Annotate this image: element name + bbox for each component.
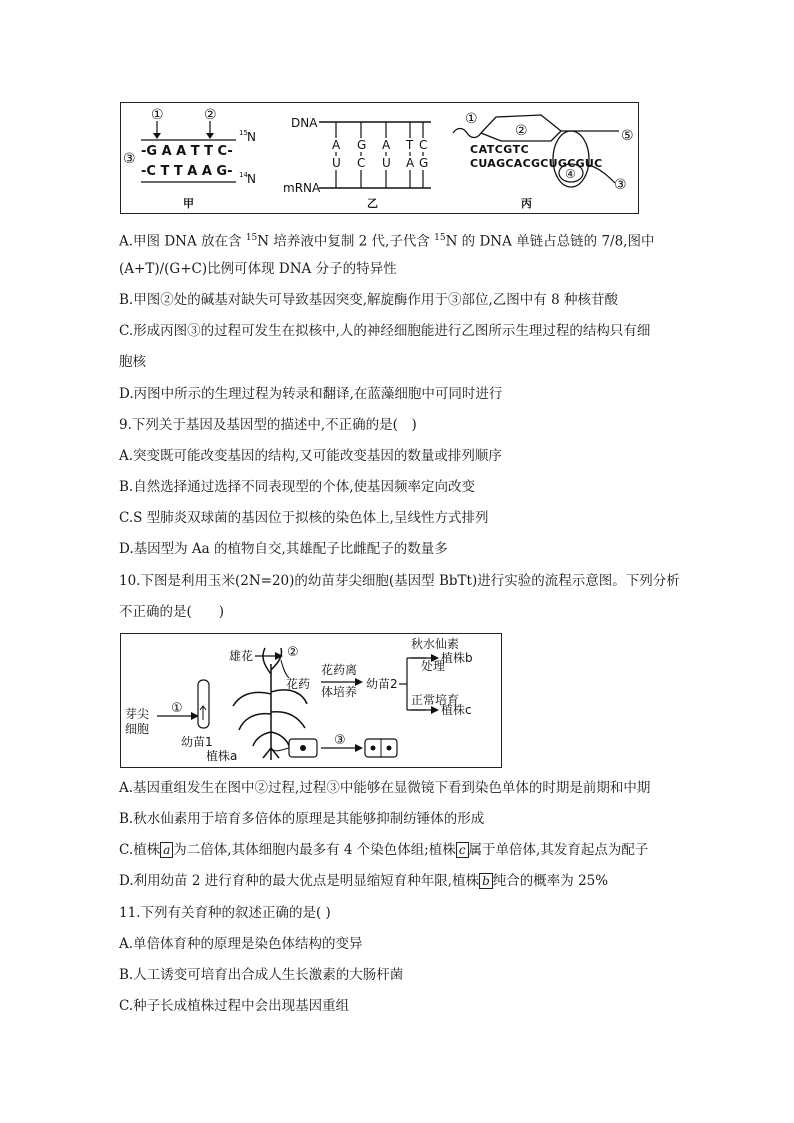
q8-option-c-cont: 胞核: [119, 354, 146, 370]
you-miao-2-label: 幼苗2: [366, 677, 398, 691]
plant-a-label: 植株a: [206, 749, 238, 763]
q10-option-d: D.利用幼苗 2 进行育种的最大优点是明显缩短育种年限,植株 b 纯合的概率为 25%: [119, 873, 609, 889]
q11-stem: 11.下列有关育种的叙述正确的是( ): [119, 905, 331, 921]
q10-option-c: C.植株 a 为二倍体,其体细胞内最多有 4 个染色体组;植株 c 属于单倍体,其发育起点为配子: [119, 842, 649, 858]
bing-circle-5: ⑤: [621, 128, 634, 144]
yi-caption: 乙: [367, 197, 378, 210]
panel-jia: [123, 107, 256, 210]
bing-caption: 丙: [521, 197, 532, 210]
yi-rungs: [336, 122, 423, 188]
culture-label-1: 花药离: [321, 663, 358, 677]
normal-culture-label: 正常培育: [411, 693, 460, 707]
yi-bottom-base: C: [357, 156, 366, 170]
q9-option-a: A.突变既可能改变基因的结构,又可能改变基因的数量或排列顺序: [119, 448, 502, 464]
yi-top-bases: [330, 138, 429, 152]
bing-seq-bottom: CUAGCACGCUGCGUC: [470, 157, 603, 170]
bing-wave-left: [453, 129, 481, 138]
test-tube: [198, 680, 209, 728]
q11-option-c: C.种子长成植株过程中会出现基因重组: [119, 998, 350, 1014]
figure-dna-diagrams: [120, 102, 639, 214]
jia-top-element: N: [247, 130, 256, 144]
yi-top-base: A: [332, 138, 341, 152]
jia-bottom-isotope: 14: [239, 171, 248, 179]
bing-circle-3: ③: [614, 177, 627, 193]
yi-bottom-base: G: [419, 156, 429, 170]
cell-nucleus: [300, 745, 306, 751]
colchicine-label-1: 秋水仙素: [411, 637, 460, 651]
plant-c-label: 植株c: [441, 703, 472, 717]
q10-stem: 10.下图是利用玉米(2N=20)的幼苗芽尖细胞(基因型 BbTt)进行实验的流程示意图。下列分析: [119, 573, 680, 589]
jia-circle-2: ②: [204, 107, 217, 123]
bing-seq-top: CATCGTC: [470, 143, 530, 156]
ya-jian-label-1: 芽尖: [125, 707, 150, 721]
q8-option-c: C.形成丙图③的过程可发生在拟核中,人的神经细胞能进行乙图所示生理过程的结构只有细: [119, 323, 651, 339]
yi-dna-label: DNA: [291, 116, 318, 130]
hua-yao-label: 花药: [286, 677, 311, 691]
jia-caption: 甲: [183, 197, 194, 210]
xiong-hua-label: 雄花: [229, 649, 254, 663]
plant-b-label: 植株b: [441, 651, 473, 665]
ya-jian-label-2: 细胞: [125, 722, 150, 736]
q8-option-a-cont: (A+T)/(G+C)比例可体现 DNA 分子的特异性: [119, 261, 397, 277]
bing-circle-2: ②: [515, 123, 528, 139]
q9-stem: 9.下列关于基因及基因型的描述中,不正确的是( ): [119, 417, 417, 433]
q8-option-a: A.甲图 DNA 放在含 $^{15}$N 培养液中复制 2 代,子代含 $^{15}$N 的 DNA 单链占总链的 7/8,图中: [119, 233, 655, 250]
yi-bottom-base: A: [406, 156, 415, 170]
q11-option-a: A.单倍体育种的原理是染色体结构的变异: [119, 936, 363, 952]
q9-option-d: D.基因型为 Aa 的植物自交,其雄配子比雌配子的数量多: [119, 541, 448, 557]
jia-bottom-element: N: [247, 172, 256, 186]
q10-stem-cont: 不正确的是( ): [119, 604, 225, 620]
cell-nucleus-1: [371, 746, 376, 751]
colchicine-label-2: 处理: [421, 659, 446, 673]
dna-diagrams-svg: [121, 103, 638, 213]
process-circle-3: ③: [334, 733, 346, 748]
jia-top-isotope: 15: [239, 129, 248, 137]
panel-yi: [283, 116, 431, 210]
bing-circle-4: ④: [565, 167, 576, 181]
yi-top-base: C: [419, 138, 428, 152]
bing-circle-1: ①: [465, 111, 478, 127]
q8-option-d: D.丙图中所示的生理过程为转录和翻译,在蓝藻细胞中可同时进行: [119, 386, 503, 402]
breeding-flow-svg: [121, 634, 501, 767]
you-miao-1-label: 幼苗1: [181, 735, 213, 749]
jia-circle-3: ③: [123, 151, 136, 167]
jia-arrowhead-1: [153, 133, 161, 139]
jia-bottom-strand: -C T T A A G-: [141, 164, 233, 179]
panel-bing: [453, 111, 634, 210]
jia-arrowhead-2: [206, 133, 214, 139]
q11-option-b: B.人工诱变可培育出合成人生长激素的大肠杆菌: [119, 967, 404, 983]
yi-mrna-label: mRNA: [283, 181, 321, 195]
q9-option-c: C.S 型肺炎双球菌的基因位于拟核的染色体上,呈线性方式排列: [119, 510, 489, 526]
q8-option-b: B.甲图②处的碱基对缺失可导致基因突变,解旋酶作用于③部位,乙图中有 8 种核苷酸: [119, 292, 618, 308]
arrow-root-to-cell: [273, 748, 289, 751]
arrow-3-head: [355, 744, 363, 752]
cell-nucleus-2: [387, 746, 392, 751]
q10-option-b: B.秋水仙素用于培育多倍体的原理是其能够抑制纺锤体的形成: [119, 811, 485, 827]
yi-bottom-bases: [330, 156, 429, 170]
yi-top-base: T: [406, 138, 414, 152]
process-circle-2: ②: [287, 645, 299, 660]
process-circle-1: ①: [171, 701, 183, 716]
figure-breeding-flow: [120, 633, 502, 768]
arrow-2-curve: [281, 660, 289, 678]
culture-label-2: 体培养: [321, 685, 358, 699]
jia-top-strand: -G A A T T C-: [141, 144, 233, 159]
q9-option-b: B.自然选择通过选择不同表现型的个体,使基因频率定向改变: [119, 479, 476, 495]
yi-bottom-base: U: [332, 156, 341, 170]
q10-option-a: A.基因重组发生在图中②过程,过程③中能够在显微镜下看到染色单体的时期是前期和中期: [119, 780, 651, 796]
yi-top-base: G: [357, 138, 367, 152]
arrow-normal-head: [431, 706, 439, 714]
yi-bottom-base: U: [382, 156, 391, 170]
yi-top-base: A: [382, 138, 391, 152]
jia-circle-1: ①: [151, 107, 164, 123]
